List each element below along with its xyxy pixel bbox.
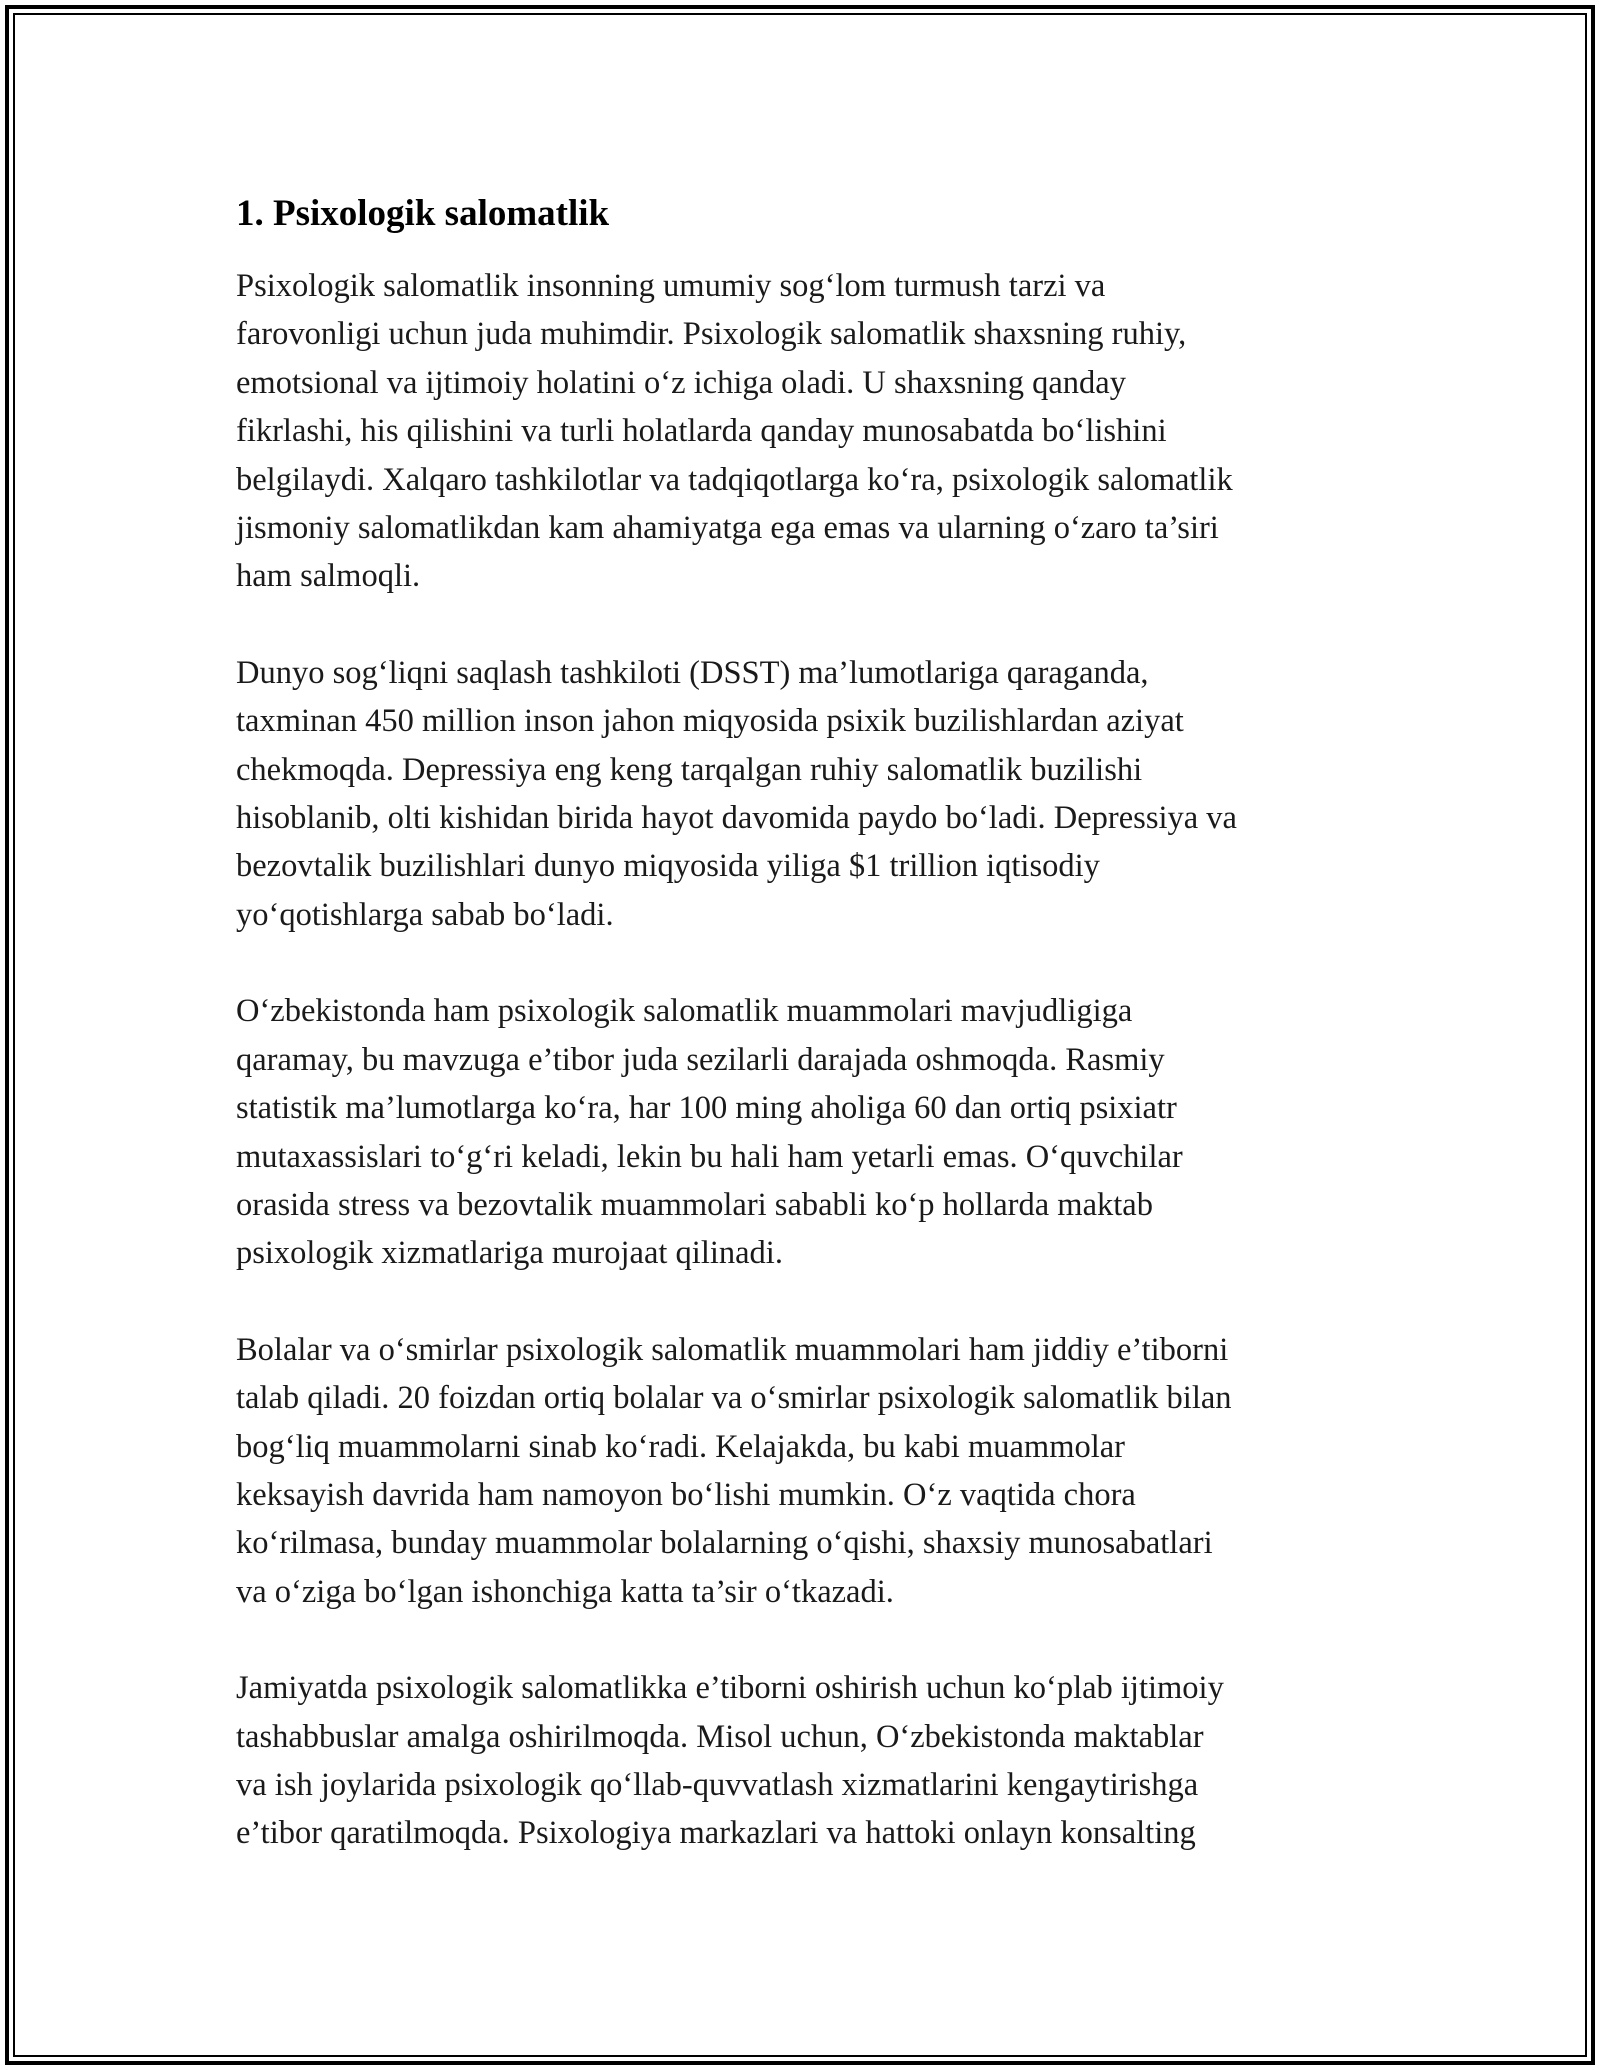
paragraph-2: Dunyo sog‘liqni saqlash tashkiloti (DSST) ma’lumotlariga qaraganda, taxminan 450 million inson jahon miqyosida psixik buzilishlardan aziyat chekmoqda. Depressiya eng keng tarqalgan ruhiy salomatlik buzilishi hisoblanib, olti kishidan birida hayot davomida paydo bo‘ladi. Depressiya va bezovtalik buzilishlari dunyo miqyosida yiliga $1 trillion iqtisodiy yo‘qotishlarga sabab bo‘ladi. (236, 654, 1237, 933)
document-body (236, 186, 1376, 1906)
paragraph-5: Jamiyatda psixologik salomatlikka e’tiborni oshirish uchun ko‘plab ijtimoiy tashabbuslar amalga oshirilmoqda. Misol uchun, O‘zbekistonda maktablar va ish joylarida psixologik qo‘llab-quvvatlash xizmatlarini kengaytirishga e’tibor qaratilmoqda. Psixologiya markazlari va hattoki onlayn konsalting (236, 1670, 1224, 1852)
paragraph-1: Psixologik salomatlik insonning umumiy sog‘lom turmush tarzi va farovonligi uchun juda muhimdir. Psixologik salomatlik shaxsning ruhiy, emotsional va ijtimoiy holatini o‘z ichiga oladi. U shaxsning qanday fikrlashi, his qilishini va turli holatlarda qanday munosabatda bo‘lishini belgilaydi. Xalqaro tashkilotlar va tadqiqotlarga ko‘ra, psixologik salomatlik jismoniy salomatlikdan kam ahamiyatga ega emas va ularning o‘zaro ta’siri ham salmoqli. (236, 268, 1233, 595)
paragraph-3: O‘zbekistonda ham psixologik salomatlik muammolari mavjudligiga qaramay, bu mavzuga e’tibor juda sezilarli darajada oshmoqda. Rasmiy statistik ma’lumotlarga ko‘ra, har 100 ming aholiga 60 dan ortiq psixiatr mutaxassislari to‘g‘ri keladi, lekin bu hali ham yetarli emas. O‘quvchilar orasida stress va bezovtalik muammolari sababli ko‘p hollarda maktab psixologik xizmatlariga murojaat qilinadi. (236, 993, 1183, 1272)
section-heading: 1. Psixologik salomatlik (236, 193, 610, 234)
paragraph-4: Bolalar va o‘smirlar psixologik salomatlik muammolari ham jiddiy e’tiborni talab qiladi. 20 foizdan ortiq bolalar va o‘smirlar psixologik salomatlik bilan bog‘liq muammolarni sinab ko‘radi. Kelajakda, bu kabi muammolar keksayish davrida ham namoyon bo‘lishi mumkin. O‘z vaqtida chora ko‘rilmasa, bunday muammolar bolalarning o‘qishi, shaxsiy munosabatlari va o‘ziga bo‘lgan ishonchiga katta ta’sir o‘tkazadi. (236, 1331, 1232, 1610)
